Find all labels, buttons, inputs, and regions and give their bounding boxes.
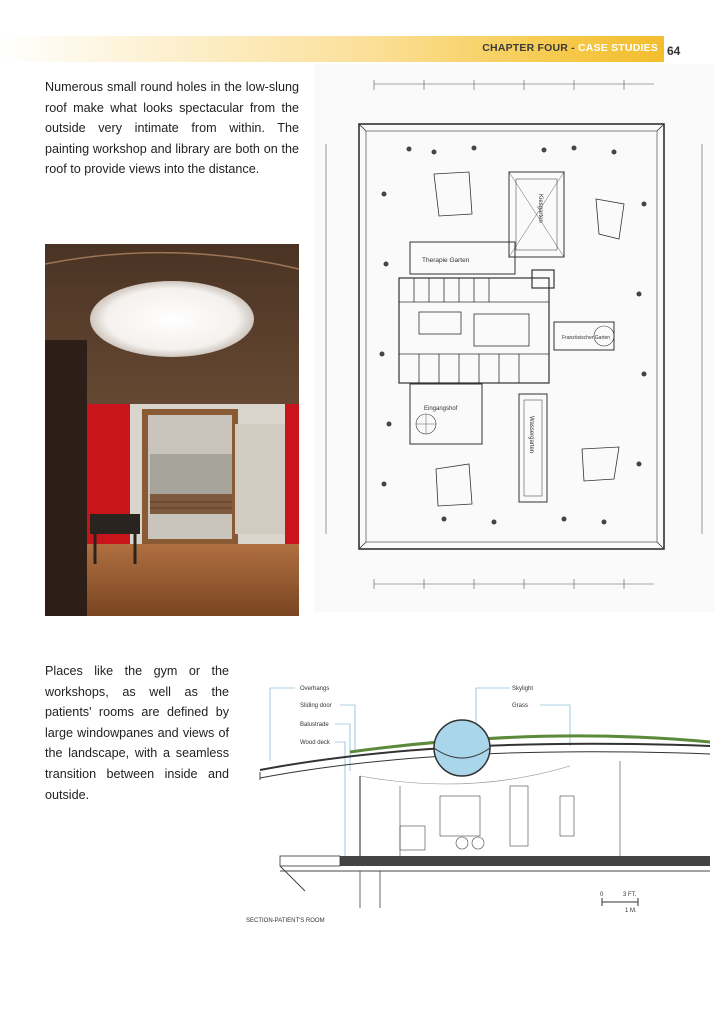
label-overhangs: Overhangs <box>300 686 330 692</box>
plan-label-french-garden: Französischer Garten <box>562 335 611 341</box>
floor-plan <box>314 64 714 612</box>
page-number: 64 <box>667 44 681 58</box>
plan-label-gravel-garden: Kiesgarten <box>537 194 543 223</box>
label-balustrade: Balustrade <box>300 722 329 728</box>
label-skylight: Skylight <box>512 686 534 692</box>
header-title <box>482 42 658 54</box>
label-sliding-door: Sliding door <box>300 703 332 709</box>
paragraph-roof: Numerous small round holes in the low-slung roof make what looks spectacular from the outside very intimate from within. The painting workshop and library are both on the roof to provide views into the distance. <box>45 80 299 177</box>
interior-photo <box>45 244 299 616</box>
plan-label-courtyard: Eingangshof <box>424 406 458 412</box>
plan-label-water-garden: Wassergarten <box>528 416 534 454</box>
label-wood-deck: Wood deck <box>300 740 330 746</box>
plan-label-therapy-garden: Therapie Garten <box>422 257 470 264</box>
chapter-label: CHAPTER FOUR - <box>482 42 578 54</box>
label-grass: Grass <box>512 703 529 709</box>
scale-feet: 3 FT. <box>623 892 637 898</box>
scale-meter: 1 M. <box>625 908 637 914</box>
section-drawing <box>240 676 710 926</box>
section-label: CASE STUDIES <box>578 42 658 54</box>
section-title: SECTION-PATIENT'S ROOM <box>246 918 325 924</box>
scale-zero: 0 <box>600 892 604 898</box>
paragraph-rooms: Places like the gym or the workshops, as well as the patients' rooms are defined by large windowpanes and views of the landscape, with a seamless transition between inside and outside. <box>45 664 229 802</box>
